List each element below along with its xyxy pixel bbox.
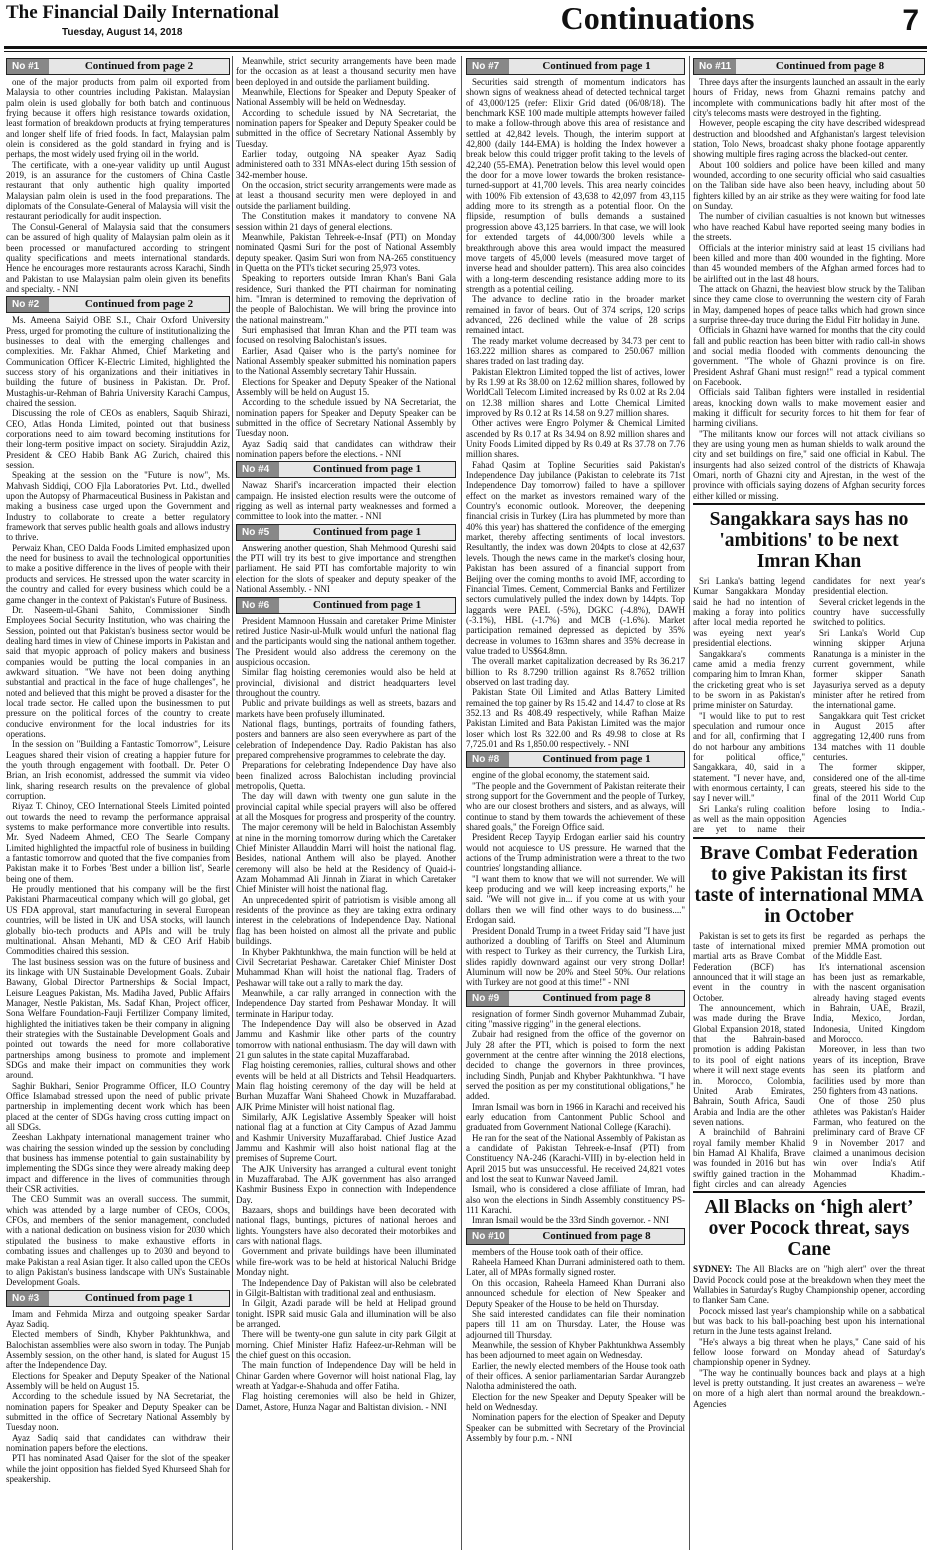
continuation-number: No #2 — [7, 297, 49, 312]
paragraph: Moreover, in less than two years of its inception, Brave has seen its platform and facilities used by more than 250 fighters from 43 nations. — [813, 1044, 925, 1096]
paragraph: The ready market volume decreased by 34.73 per cent to 163.222 million shares as compared to 250.067 million shares traded on last trading day. — [466, 335, 685, 367]
paragraph: "He's always a big threat when he plays," Cane said of his fellow loose forward on Monday ahead of Saturday's championship opener in Sydney. — [693, 1336, 925, 1368]
paragraph: Preparations for celebrating Independence Day have also been finalized across Balochistan including provincial metropolis, Quetta. — [236, 760, 456, 791]
continuation-label: Continued from page 8 — [542, 991, 651, 1004]
paragraph: "The way he continually bounces back and plays at a high level is pretty outstanding. It just creates an awareness – we're on more of a high alert than normal around the breakdown.-Agencies — [693, 1367, 925, 1409]
masthead — [0, 0, 931, 46]
paragraph: Pakistan State Oil Limited and Atlas Battery Limited remained the top gainer by Rs 15.42 and 14.47 to close at Rs 352.13 and Rs 408.49 respectively, while Rafhan Maize Pakistan Limited and Bata Pakistan Limited was the major loser which lost Rs 322.00 and Rs 49.98 to close at Rs 7,725.01 and Rs 1,850.00 respectively. - NNI — [466, 687, 685, 749]
paragraph: Imran Ismail was born in 1966 in Karachi and received his early education from Cantonment Public School and graduated from Government National College (Karachi). — [466, 1101, 685, 1133]
paragraph: He proudly mentioned that his company will be the first Pakistani Pharmaceutical company which will go global, get US FDA approval, start manufacturing in several European countries, will be listed in UK and USA stocks, will launch globally bio-tech products and APIs and will be truly multinational. Ahsan Mehanti, MD & CEO Arif Habib Commodities chaired this session. — [6, 884, 230, 957]
section-title: Continuations — [560, 0, 755, 36]
continuation-label: Continued from page 1 — [312, 463, 422, 476]
paragraph: Nomination papers for the election of Speaker and Deputy Speaker can be submitted with Secretary of the Provincial Assembly by four p.m. - NNI — [466, 1412, 685, 1443]
continuation-header — [466, 751, 685, 768]
paragraph: Sangakkara quit Test cricket in August 2015 after aggregating 12,400 runs from 134 matches with 11 double centuries. — [813, 710, 925, 762]
continuation-number: No #10 — [467, 1229, 509, 1244]
paragraph: On this occasion, Raheela Hameed Khan Durrani also announced schedule for election of New Speaker and Deputy Speaker of the House to be held on Thursday. — [466, 1277, 685, 1309]
paragraph: Speaking to reporters outside Imran Khan's Bani Gala residence, Suri thanked the PTI chairman for nominating him. "Imran is determined to removing the deprivation of the people of Balochistan. We will bring the province into the national mainstream." — [236, 273, 456, 325]
story-body — [693, 1264, 925, 1409]
paragraph: Sri Lanka's World Cup winning skipper Arjuna Ranatunga is a minister in the current government, while former skipper Sanath Jayasuriya served as a deputy minister after he retired from the international game. — [813, 627, 925, 711]
paragraph: Several cricket legends in the country have successfully switched to politics. — [813, 596, 925, 628]
continuation-number: No #1 — [7, 59, 49, 74]
paragraph: Nawaz Sharif's incarceration impacted their election campaign. He insisted election results were the outcome of rigging as well as internal party weaknesses and formed a committee to look into the matter. - NNI — [236, 480, 456, 522]
paragraph: President Recep Tayyip Erdogan earlier said his country would not acquiesce to US pressure. He warned that the actions of the Trump administration were a threat to the two countries' longstanding alliance. — [466, 832, 685, 874]
continuation-label: Continued from page 8 — [775, 60, 885, 72]
continuation-number: No #6 — [237, 598, 279, 613]
story-body — [693, 931, 925, 1190]
story-headline: Sangakkara says has no 'ambitions' to be next Imran Khan — [693, 503, 925, 572]
paragraph: Imam and Fehmida Mirza and outgoing speaker Sardar Ayaz Sadiq. — [6, 1308, 230, 1329]
paragraph: She said interested candidates can file their nomination papers till 11 am on Thursday. Later, the House was adjourned till Thursday. — [466, 1308, 685, 1340]
paragraph: Election for the new Speaker and Deputy Speaker will be held on Wednesday. — [466, 1391, 685, 1412]
paragraph: Pakistan Elektron Limited topped the list of actives, lower by Rs 1.99 at Rs 38.00 on 12.62 million shares, followed by WorldCall Telecom Limited increased by Rs 0.02 at Rs 2.04 on 12.38 million shares and Lotte Chemical Limited improved by Rs 0.12 at Rs 14.58 on 9.27 million shares. — [466, 366, 685, 418]
paragraph: The major ceremony will be held in Balochistan Assembly at nine in the morning tomorrow during which the Caretaker Chief Minister Allauddin Marri will hoist the national flag. Besides, national Anthem will also be played. Another ceremony will also be held at the Residency of Quaid-i-Azam Mohammad Ali Jinnah in Ziarat in which Caretaker Chief Minister will hoist the national flag. — [236, 822, 456, 895]
paragraph: Raheela Hameed Khan Durrani administered oath to them. Later, all of MPAs formally signed roster. — [466, 1257, 685, 1278]
paragraph: According to the schedule issued by NA Secretariat, the nomination papers for Speaker and Deputy Speaker can be submitted in the office of Secretary National Assembly by Tuesday noon. — [236, 397, 456, 439]
paragraph: The CEO Summit was an overall success. The summit, which was attended by a large number of CEOs, COOs, CFOs, and members of the senior management, concluded with a national dedication on business vision for 2030 which stipulated the business to make exhaustive efforts in combating issues and challenges up to 2030 and beyond to make Pakistan a real Asian tiger. It also called upon the CEOs to align Pakistan's business landscape with UN's Sustainable Development Goals. — [6, 1194, 230, 1288]
paragraph: Discussing the role of CEOs as enablers, Saquib Shirazi, CEO, Atlas Honda Limited, pointed out that business corporations need to aim toward becoming institutions for their long-term positive impact on society. Sirajuddin Aziz, President & CEO Habib Bank AG Zurich, chaired this session. — [6, 408, 230, 471]
paragraph: Pocock missed last year's championship while on a sabbatical but was back to his ball-poaching best upon his international return in the June tests against Ireland. — [693, 1305, 925, 1337]
continuation-header — [6, 296, 230, 313]
issue-date: Tuesday, August 14, 2018 — [62, 27, 183, 38]
paragraph: Three days after the insurgents launched an assault in the early hours of Friday, news from Ghazni remains patchy and incomplete with communications badly hit after most of the city's telecoms masts were destroyed in the fighting. — [693, 77, 925, 119]
paragraph: Riyaz T. Chinoy, CEO International Steels Limited pointed out towards the need to revamp the performance appraisal systems to make performance more convertible into results. Mr. Syed Nadeem Ahmed, CEO The Searle Company Limited highlighted the impactful role of business in building a fantastic tomorrow and quoted that the five companies from Pakistan make it to Forbes 'Best under a billion list', Searle being one of them. — [6, 801, 230, 884]
continuation-body — [6, 1309, 230, 1485]
paragraph: Suri emphasised that Imran Khan and the PTI team was focused on resolving Balochistan's issues. — [236, 324, 456, 346]
paragraph: In the session on "Building a Fantastic Tomorrow", Leisure Leagues shared their vision of creating a happier future for the youth through engagement with football. Dr. Peter O Brian, an Irish economist, addressed the summit via video link, sharing research results on the prevalence of global corruption. — [6, 739, 230, 802]
paragraph: The Consul-General of Malaysia said that the consumers can be assured of high quality of Malaysian palm olein as it been processed or manufactured according to stringent quality specifications and meets international standards. Hence he encourages more restaurants across Karachi, Sindh and Pakistan to use Malaysian palm olein given its benefits and specialty. - NNI — [6, 221, 230, 294]
continuation-header — [6, 1290, 230, 1307]
continuation-body — [6, 77, 230, 294]
paragraph: The attack on Ghazni, the heaviest blow struck by the Taliban since they came close to overrunning the western city of Farah in May, dampened hopes of peace talks which had grown since a surprise three-day truce during the Eidul Fitr holiday in June. — [693, 283, 925, 325]
continuation-label: Continued from page 1 — [312, 525, 422, 538]
paragraph: Zubair had resigned from the office of the governor on July 28 after the PTI, which is poised to form the next government at the centre after winning the 2018 elections, decided to change the governors in three provinces, including Sindh, Punjab and Khyber Pakhtunkhwa. "I have served the position as per my constitutional obligations," he added. — [466, 1029, 685, 1102]
paragraph: Officials at the interior ministry said at least 15 civilians had been killed and more than 400 wounded in the fighting. More than 45 wounded members of the Afghan armed forces had to be airlifted out in the last 48 hours. — [693, 242, 925, 284]
paragraph: Ms. Ameena Saiyid OBE S.I., Chair Oxford University Press, urged for promoting the culture of institutionalizing the businesses to deal with the emerging challenges and complexities. Mr. Fakhar Ahmed, Chief Marketing and Communication Officer K-Electric Limited, highlighted the success story of his organizations and their initiatives in building the future of business in Pakistan. Dr. Prof. Mustaghis-ur-Rehman of Bahria University Karachi Campus, chaired the session. — [6, 315, 230, 408]
paragraph: On the occasion, strict security arrangements were made as at least a thousand security men were deployed in and outside the parliament building. — [236, 180, 456, 211]
paragraph: Imran Ismail would be the 33rd Sindh governor. - NNI — [472, 1215, 669, 1226]
paragraph: Ayaz Sadiq said that candidates can withdraw their nomination papers before the elections. — [6, 1432, 230, 1453]
continuation-header — [236, 461, 456, 478]
paragraph: The Independence Day will also be observed in Azad Jammu and Kashmir like other parts of the country tomorrow with national enthusiasm. The day will dawn with 21 gun salutes in the state capital Muzaffarabad. — [236, 1018, 456, 1060]
paragraph: According to schedule issued by NA Secretariat, the nomination papers for Speaker and Deputy Speaker could be submitted in the office of Secretary National Assembly by Tuesday. — [236, 107, 456, 149]
paragraph: President Donald Trump in a tweet Friday said "I have just authorized a doubling of Tariffs on Steel and Aluminum with respect to Turkey as their currency, the Turkish Lira, slides rapidly downward against our very strong Dollar! Aluminum will now be 20% and Steel 50%. Our relations with Turkey are not good at this time!" - NNI — [466, 925, 685, 988]
column-4 — [693, 56, 925, 1550]
paragraph: Zeeshan Lakhpaty international management trainer who was chairing the session winded up the session by concluding that business has immense potential to gain sustainability by implementing the SDGs since they were already making deep impact and difference in the lives of communities through their CSR activities. — [6, 1132, 230, 1195]
paragraph: There will be twenty-one gun salute in city park Gilgit at morning. Chief Minister Hafiz Hafeez-ur-Rehman will be the chief guest on this occasion. — [236, 1329, 456, 1360]
story-headline: Brave Combat Federation to give Pakistan its first taste of international MMA in October — [693, 837, 925, 927]
paragraph: Meanwhile, the session of Khyber Pakhtunkhwa Assembly has been adjourned to meet again on Wednesday. — [466, 1339, 685, 1361]
continuation-body — [693, 77, 925, 501]
continuation-number: No #11 — [694, 59, 736, 74]
continuation-label: Continued from page 1 — [84, 1291, 194, 1304]
paragraph: The former skipper, considered one of the all-time greats, steered his side to the final of the 2011 World Cup before losing to India.-Agencies — [813, 762, 925, 824]
paragraph: Officials said Taliban fighters were installed in residential areas, knocking down walls to make movement easier and making it difficult for security forces to hit them for fear of harming civilians. — [693, 387, 925, 429]
paragraph: The advance to decline ratio in the broader market remained in favor of bears. Out of 374 scrips, 120 scrips advanced, 226 declined while the value of 28 scrips remained intact. — [466, 294, 685, 336]
paragraph: resignation of former Sindh governor Muhammad Zubair, citing "massive rigging" in the general elections. — [466, 1008, 685, 1029]
continuation-header — [466, 58, 685, 75]
column-divider — [461, 56, 462, 1550]
paragraph: The day will dawn with twenty one gun salute in the provincial capital while special prayers will also be offered at all the Mosques for progress and prosperity of the country. — [236, 791, 456, 823]
newspaper-title: The Financial Daily International — [6, 2, 279, 23]
paragraph: In Gilgit, Azadi parade will be held at Helipad ground tonight. ISPR said music Gala and illumination will be also be arranged. — [236, 1298, 456, 1329]
paragraph: In Khyber Pakhtunkhwa, the main function will be held at Civil Secretariat Peshawar. Caretaker Chief Minister Dost Muhammad Khan will hoist the national flag. Traders of Peshawar will take out a rally to mark the day. — [236, 946, 456, 988]
paragraph: The Independence Day of Pakistan will also be celebrated in Gilgit-Baltistan with traditional zeal and enthusiasm. — [236, 1277, 456, 1298]
paragraph: According to the schedule issued by NA Secretariat, the nomination papers for Speaker and Deputy Speaker can be submitted in the office of Secretary National Assembly by Tuesday noon. — [6, 1391, 230, 1433]
paragraph: Sri Lanka's ruling coalition as well as the main opposition are yet to name their candidates for next year's presidential election. — [693, 576, 925, 835]
continuation-body — [466, 770, 685, 987]
paragraph: One of those 250 plus athletes was Pakistan's Haider Farman, who featured on the preliminary card of Brave CF 9 in November 2017 and claimed a unanimous decision win over India's Atif Mohammad Khadim.-Agencies — [813, 1096, 925, 1189]
paragraph: Similar flag hoisting ceremonies would also be held at provincial, divisional and district headquarters level throughout the country. — [236, 667, 456, 698]
paragraph: The number of civilian casualties is not known but witnesses who have reached Kabul have reported seeing many bodies in the streets. — [693, 211, 925, 243]
paragraph: members of the House took oath of their office. — [472, 1246, 644, 1257]
paragraph: Saghir Bukhari, Senior Programme Officer, ILO Country Office Islamabad stressed upon the need of public private partnership in implementing decent work which has been placed at the center of SDGs having cross cutting impact on all SDGs. — [6, 1080, 230, 1133]
paragraph: National flags, buntings, portraits of founding fathers, posters and banners are also seen everywhere as part of the celebration of Independence Day. Radio Pakistan has also prepared comprehensive programmes to celebrate the day. — [236, 718, 456, 760]
paragraph: Bazaars, shops and buildings have been decorated with national flags, buntings, pictures of national heroes and lights. Youngsters have also decorated their motorbikes and cars with national flags. — [236, 1205, 456, 1247]
paragraph: PTI has nominated Asad Qaiser for the slot of the speaker while the joint opposition has fielded Syed Khurseed Shah for speakership. — [6, 1453, 230, 1485]
paragraph: The announcement, which was made during the Brave Global Expansion 2018, stated that the Bahrain-based promotion is adding Pakistan to its pool of eight nations where it will next stage events in. Morocco, Colombia, United Arab Emirates, Bahrain, South Africa, Saudi Arabia and India are the other seven nations. — [693, 1003, 805, 1127]
paragraph: Other actives were Engro Polymer & Chemical Limited ascended by Rs 0.17 at Rs 34.94 on 8.92 million shares and Unity Foods Limited dipped by Rs 0.49 at Rs 37.78 on 7.76 million shares. — [466, 418, 685, 460]
column-divider — [689, 56, 690, 1550]
continuation-label: Continued from page 2 — [84, 60, 194, 72]
paragraph: "The militants know our forces will not attack civilians so they are using young men as human shields to walk around the city and set buildings on fire," said one official in Kabul. The insurgents had also seized control of the districts of Khawaja Omari, north of Ghazni city and Ajrestan, in the west of the province with officials saying dozens of Afghan security forces either killed or missing. — [693, 428, 925, 501]
continuation-header — [236, 524, 456, 541]
paragraph: "I would like to put to rest speculation and rumour once and for all, confirming that I do not harbour any ambitions for political office," Sangakkara, 40, said in a statement. "I never have, and, with enormous certainty, I can say I never will." — [693, 710, 805, 804]
paragraph: Ismail, who is considered a close affiliate of Imran, had also won the elections in Sindh Assembly constituency PS-111 Karachi. — [466, 1184, 685, 1216]
paragraph: Speaking at the session on the "Future is now", Ms. Mahvash Siddiqi, COO Fjla Laboratories Pvt. Ltd., dwelled upon the Autopsy of Pharmaceutical Business in Pakistan and making a business case urged upon the Government and Industry to collaborate to create a better regulatory framework that serves public health goals and allows industry to thrive. — [6, 470, 230, 543]
paragraph: Meanwhile, Pakistan Tehreek-e-Insaf (PTI) on Monday nominated Qasmi Suri for the post of National Assembly deputy speaker. Qasim Suri won from NA-265 constituency in Quetta on the PTI's ticket securing 25,973 votes. — [236, 231, 456, 273]
paragraph: "I want them to know that we will not surrender. We will keep producing and we will keep increasing exports," he said. "We will not give in... if you come at us with your dollars then we will find other ways to do business...." Erdogan said. — [466, 873, 685, 926]
paragraph: However, people escaping the city have described widespread destruction and bloodshed and Afghanistan's largest television station, Tolo News, broadcast shaky phone footage apparently showing multiple fires raging across the blacked-out center. — [693, 118, 925, 160]
story-headline: All Blacks on ‘high alert’ over Pocock threat, says Cane — [693, 1191, 925, 1260]
paragraph: Public and private buildings as well as streets, bazars and markets have been profusely illuminated. — [236, 698, 456, 719]
continuation-label: Continued from page 1 — [312, 598, 422, 611]
story-body — [693, 576, 925, 835]
continuation-number: No #8 — [467, 752, 509, 767]
paragraph: The Constitution makes it mandatory to convene NA session within 21 days of general elections. — [236, 211, 456, 232]
continuation-header — [466, 1228, 685, 1245]
column-1 — [6, 56, 230, 1550]
paragraph: Earlier, Asad Qaiser who is the party's nominee for National Assembly speaker submitted his nomination papers to the National Assembly secretary Tahir Hussain. — [236, 345, 456, 377]
continuation-header — [6, 58, 230, 75]
paragraph: He ran for the seat of the National Assembly of Pakistan as a candidate of Pakistan Tehreek-e-Insaf (PTI) from Constituency NA-246 (Karachi-VIII) in by-election held in April 2015 but was unsuccessful. He received 24,821 votes and lost the seat to Kunwar Naveed Jamil. — [466, 1132, 685, 1185]
paragraph: Meanwhile, strict security arrangements have been made for the occasion as at least a thousand security men have been deployed in and outside the parliament building. — [236, 56, 456, 87]
continuation-body — [466, 1009, 685, 1226]
paragraph: The main function of Independence Day will be held in Chinar Garden where Governor will hoist national Flag, lay wreath at Yadgar-e-Shahuda and offer Fatiha. — [236, 1360, 456, 1391]
paragraph: Answering another question, Shah Mehmood Qureshi said the PTI will try its best to give importance and strengthen parliament. He said PTI has comfortable majority to win election for the slots of speaker and deputy speaker of the National Assembly. - NNI — [236, 542, 456, 595]
dateline: SYDNEY: — [693, 1264, 736, 1275]
paragraph: Ayaz Sadiq said that candidates can withdraw their nomination papers before the elections. - NNI — [236, 438, 456, 460]
paragraph: Meanwhile, a car rally arranged in connection with the Independence Day started from Peshawar Monday. It will terminate in Haripur today. — [236, 987, 456, 1019]
continuation-label: Continued from page 2 — [84, 298, 194, 311]
paragraph: A brainchild of Bahraini royal family member Khalid bin Hamad Al Khalifa, Brave was founded in 2016 but has swiftly gained traction in the fight circles and can already be regarded as perhaps the premier MMA promotion out of the Middle East. — [693, 930, 925, 1189]
continuation-body — [236, 56, 456, 459]
paragraph: Securities said strength of momentum indicators has shown signs of weakness ahead of detected technical target of 43,000/125 (refer: Elixir Grid dated (06/08/18). The benchmark KSE 100 made multiple attempts however failed to make a follow-through above this area of resistance and settled at 42,842 levels. Though, the interim support at 42,800 (daily 144-EMA) is holding the Index however a break below this could trigger profit taking to the levels of 42,240 (55-EMA). Penetration below this level would open the door for a move lower towards the broken resistance-turned-support at 41,700 levels. This area nearly coincides with 100% Fib extension of 43,638 to 42,097 from 43,115 adding more to its strength as a potential floor. On the flipside, resumption of bulls demands a sustained progression above 43,125 barriers. In that case, we will look for extended targets of 44,000/300 levels while a breakthrough above this area would impact the measured move targets of 45,000 levels (measured move target of inverse head and shoulder pattern). This area also coincides with a long-term descending resistance adding more to its strength as a potential ceiling. — [466, 77, 685, 294]
column-2 — [236, 56, 456, 1550]
masthead-rule — [4, 46, 927, 49]
continuation-body — [466, 77, 685, 749]
paragraph: Sri Lanka's batting legend Kumar Sangakkara Monday said he had no intention of making a foray into politics after local media reported he was eyeing next year's presidential elections. — [693, 576, 805, 649]
paragraph: Officials in Ghazni have warned for months that the city could fall and public reaction has been bitter with radio call-in shows and social media flooded with comments denouncing the government. "The whole of Ghazni province is on fire. President Ashraf Ghani must resign!" read a typical comment on Facebook. — [693, 325, 925, 387]
continuation-body — [6, 315, 230, 1287]
paragraph: Elections for Speaker and Deputy Speaker of the National Assembly will be held on August 15. — [6, 1370, 230, 1391]
paragraph: About 100 soldiers and police have been killed and many wounded, according to one security official who said casualties on the Taliban side have also been heavy, including about 50 fighters killed by an air strike as they were waiting for food late on Sunday. — [693, 159, 925, 212]
paragraph: An unprecedented spirit of patriotism is visible among all residents of the province as they are taking extra ordinary interest in the celebrations of Independence Day. National flag has been hoisted on almost all the private and public buildings. — [236, 894, 456, 947]
continuation-body — [466, 1247, 685, 1444]
paragraph: Earlier, the newly elected members of the House took oath of their offices. A senior parliamentarian Sardar Aurangzeb Nalotha administered the oath. — [466, 1360, 685, 1392]
paragraph: one of the major products from palm oil exported from Malaysia to other countries including Pakistan. Malaysian palm olein is used globally for both batch and continuous frying because it offers high resistance towards oxidation, least formation of breakdown products at frying temperatures and longer shelf life of fried foods. In fact, Malaysian palm olein is considered as the gold standard in frying and is perhaps, the most widely used frying oil in the world. — [6, 77, 230, 160]
paragraph: Flag hoisting ceremonies will also be held in Ghizer, Damet, Astore, Hunza Nagar and Baltistan division. - NNI — [236, 1391, 456, 1412]
continuation-label: Continued from page 8 — [542, 1229, 651, 1242]
continuation-number: No #7 — [467, 59, 509, 74]
paragraph: Government and private buildings have been illuminated while fire-work was to be held at historical Naluchi Bridge Monday night. — [236, 1246, 456, 1278]
paragraph: SYDNEY: The All Blacks are on "high alert" over the threat David Pocock could pose at the breakdown when they meet the Wallabies in Saturday's Rugby Championship opener, according to flanker Sam Cane. — [693, 1264, 925, 1306]
paragraph: Sangakkara's comments came amid a media frenzy comparing him to Imran Khan, the cricketing great who is set to be sworn in as Pakistan's prime minister on Saturday. — [693, 648, 805, 711]
paragraph: engine of the global economy, the statement said. — [472, 770, 650, 781]
continuation-label: Continued from page 1 — [542, 60, 651, 72]
paragraph: The overall market capitalization decreased by Rs 36.217 billion to Rs 8.7290 trillion against Rs 8.7652 trillion observed on last trading day. — [466, 656, 685, 687]
continuation-header — [466, 990, 685, 1007]
column-divider — [232, 56, 233, 1550]
column-3 — [466, 56, 685, 1550]
paragraph: President Mamnoon Hussain and caretaker Prime Minister retired Justice Nasir-ul-Mulk would unfurl the national flag and the participants would sing the national anthem together. The President would also address the ceremony on the auspicious occasion. — [236, 615, 456, 667]
continuation-body — [236, 616, 456, 1412]
continuation-number: No #9 — [467, 991, 509, 1006]
paragraph: Elected members of Sindh, Khyber Pakhtunkhwa, and Balochistan assemblies were also sworn in today. The Punjab Assembly session, on the other hand, is slated for August 15 after the Independence Day. — [6, 1329, 230, 1371]
paragraph: Meanwhile, Elections for Speaker and Deputy Speaker of National Assembly will be held on Wednesday. — [236, 87, 456, 108]
paragraph: Elections for Speaker and Deputy Speaker of the National Assembly will be held on August 15. — [236, 376, 456, 397]
paragraph: It's international ascension has been just as remarkable, with the nascent organisation already having staged events in Bahrain, UAE, Brazil, India, Mexico, Jordan, Indonesia, United Kingdom and Morocco. — [813, 961, 925, 1045]
paragraph: Fahad Qasim at Topline Securities said Pakistan's Independence Day jubilance (Pakistan to celebrate its 71st Independence Day tomorrow) failed to have a spillover effect on the market as investors remained wary of the Country's economic outlook. Moreover, the deepening financial crisis in Turkey (Lira has plummeted by more than 40% this year) has shattered the confidence of the emerging market, thereby affecting sentiments of local investors. Resultantly, the index was down 204pts to close at 42,637 levels. Though the news came in the market's closing hour, Pakistan has been assured of a financial support from Beijing over the coming months to avoid IMF, according to Financial Times. Cement, Commercial Banks and Fertilizer sectors cumulatively pulled the index down by 144pts. Top laggards were PAEL (-5%), DGKC (-4.8%), DAWH (-3.1%), HBL (-1.7%) and MCB (-1.6%). Market participation remained depressed as depicted by 35% decrease in volumes to 163mn shares and 35% decrease in value traded to US$64.8mn. — [466, 459, 685, 656]
continuation-header — [693, 58, 925, 75]
paragraph: The last business session was on the future of business and its linkage with UN Sustainable Development Goals. Zubair Bawany, Global Director Partnerships & Social Impact, Leisure Leagues Pakistan, Ms. Madiha Javed, Public Affairs Manager, Nestle Pakistan, Ms. Sadaf Khan, Project officer, Sona Welfare Foundation-Fauji Fertilizer Company limited, highlighted the initiatives taken be their company in aligning their strategies with the Sustainable Development Goals and pointed out towards the need for more collaborative partnerships among business to promote and implement SDGs and make their impact on communities they work around. — [6, 956, 230, 1081]
masthead-rule-thin — [4, 51, 927, 52]
paragraph: Pakistan is set to gets its first taste of international mixed martial arts as Brave Combat Federation (BCF) has announced that it will stage an event in the country in October. — [693, 930, 805, 1003]
continuation-label: Continued from page 1 — [542, 753, 651, 766]
paragraph: Perwaiz Khan, CEO Dalda Foods Limited emphasized upon the need for business to avail the technological opportunities to make a positive difference in the lives of people with their products and services. He stressed upon the water scarcity in the country and called for every business which could be a game changer in the context of Pakistan's Future of Business. — [6, 542, 230, 605]
paragraph: The certificate, with a one-year validity up until August 2019, is an assurance for the customers of China Castle restaurant that only authentic high quality imported Malaysian palm olein is used in the food preparations. The diplomats of the Consulate-General of Malaysia will visit the restaurant periodically for audit inspection. — [6, 159, 230, 222]
continuation-number: No #3 — [7, 1291, 49, 1306]
paragraph: "The people and the Government of Pakistan reiterate their strong support for the Government and the people of Turkey, who are our closest brothers and sisters, and as always, will continue to stand by them towards the achievement of these shared goals," the Foreign Office said. — [466, 780, 685, 833]
continuation-header — [236, 597, 456, 614]
page-number: 7 — [902, 4, 919, 37]
paragraph: Dr. Naseem-ul-Ghani Sahito, Commissioner Sindh Employees Social Security Institution, who was chairing the Session, pointed out that Pakistan's business sector would be dealing hard times in view of Chinese imports in Pakistan and said that myopic approach of policy makers and business companies would be putting the local companies in an awkward situation. "We have not been doing anything substantial and practical in the face of huge challenges", he noted and believed that this might be proved a disaster for the local trade sector. He called upon the businessmen to put pressure on the political forces of the country to create conducive environment for the local industries for its operations. — [6, 604, 230, 739]
continuation-number: No #5 — [237, 525, 279, 540]
paragraph: Similarly, AJK Legislative Assembly Speaker will hoist national flag at a function at City Campus of Azad Jammu and Kashmir University Muzaffarabad. Chief Justice Azad Jammu and Kashmir will also hoist national flag at the premises of Supreme Court. — [236, 1112, 456, 1164]
paragraph: Flag hoisting ceremonies, rallies, cultural shows and other events will be held at all Districts and Tehsil Headquarters. Main flag hoisting ceremony of the day will be held at Burhan Muzaffar Wani Shaheed Chowk in Muzaffarabad. AJK Prime Minister will hoist national flag. — [236, 1060, 456, 1112]
continuation-body — [236, 480, 456, 521]
continuation-number: No #4 — [237, 462, 279, 477]
continuation-body — [236, 543, 456, 595]
paragraph: Earlier today, outgoing NA speaker Ayaz Sadiq administered oath to 331 MNAs-elect during 15th session of 342-member house. — [236, 149, 456, 180]
paragraph: The AJK University has arranged a cultural event tonight in Muzaffarabad. The AJK government has also arranged Kashmir Business Expo in connection with Independence Day. — [236, 1163, 456, 1205]
